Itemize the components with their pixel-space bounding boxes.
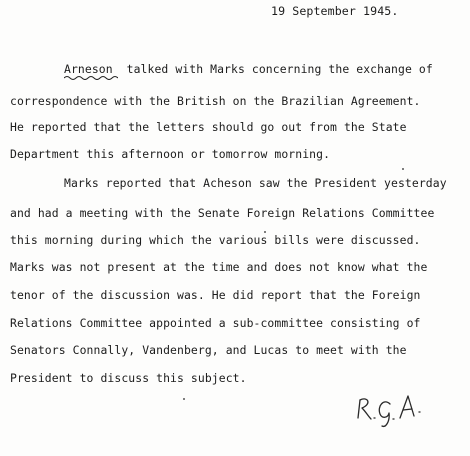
paragraph-2-line-6: Relations Committee appointed a sub-committee consisting of: [10, 316, 421, 330]
underlined-name: [64, 62, 120, 76]
paragraph-1-line-1: [64, 62, 433, 76]
scan-speck: [264, 231, 266, 233]
document-date: 19 September 1945.: [271, 4, 399, 18]
scan-speck: [402, 168, 404, 170]
paragraph-1-line-4: Department this afternoon or tomorrow morning.: [10, 147, 331, 161]
paragraph-1-line-1-rest: talked with Marks concerning the exchange of: [119, 62, 433, 76]
paragraph-2-line-7: Senators Connally, Vandenberg, and Lucas to meet with the: [10, 343, 407, 357]
scan-speck: [183, 398, 185, 400]
first-word: Arneson: [64, 62, 113, 76]
wavy-underline: [64, 75, 118, 80]
paragraph-2-line-3: this morning during which the various bills were discussed.: [10, 233, 421, 247]
paragraph-2-line-8: President to discuss this subject.: [10, 371, 247, 385]
paragraph-1-line-3: He reported that the letters should go out from the State: [10, 120, 407, 134]
paragraph-2-line-1: Marks reported that Acheson saw the President yesterday: [64, 176, 447, 190]
handwritten-initials-signature: [352, 388, 432, 432]
paragraph-2-line-2: and had a meeting with the Senate Foreign Relations Committee: [10, 206, 435, 220]
paragraph-2-line-5: tenor of the discussion was. He did report that the Foreign: [10, 288, 421, 302]
paragraph-2-line-4: Marks was not present at the time and does not know what the: [10, 260, 428, 274]
paragraph-1-line-2: correspondence with the British on the Brazilian Agreement.: [10, 94, 421, 108]
